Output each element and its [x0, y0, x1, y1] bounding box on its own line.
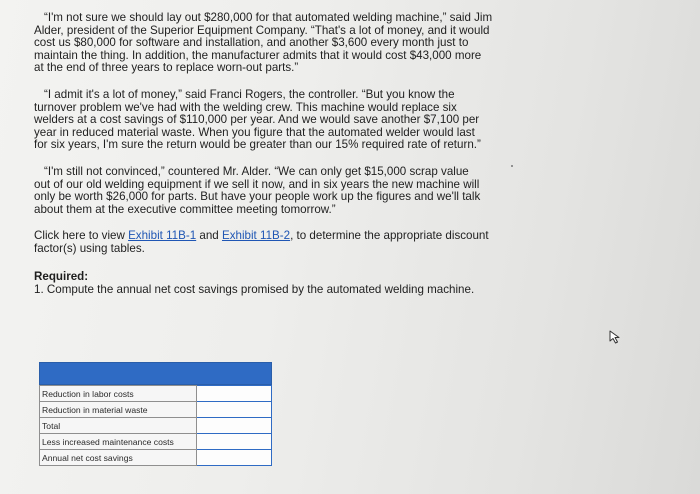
- paragraph-3: [34, 166, 512, 216]
- stray-dot: [511, 165, 513, 167]
- required-heading: Required:: [34, 269, 89, 283]
- material-waste-input-cell[interactable]: [196, 402, 271, 418]
- total-input[interactable]: [199, 421, 269, 431]
- answer-table-header: [39, 362, 272, 385]
- total-input-cell[interactable]: [196, 418, 271, 434]
- table-row: [40, 402, 272, 418]
- table-row: [40, 418, 272, 434]
- labor-costs-input[interactable]: [199, 389, 269, 399]
- required-item-1: 1. Compute the annual net cost savings promised by the automated welding machine.: [34, 282, 475, 296]
- paragraph-2-line: turnover problem we've had with the welding crew. This machine would replace six: [34, 100, 457, 114]
- row-label-labor: Reduction in labor costs: [40, 386, 197, 402]
- mouse-pointer-icon: [609, 330, 625, 344]
- maintenance-costs-input[interactable]: [199, 437, 269, 447]
- maintenance-costs-input-cell[interactable]: [196, 434, 271, 450]
- instructions-middle: and: [196, 229, 222, 243]
- paragraph-1-line: maintain the thing. In addition, the manufacturer admits that it would cost $43,000 more: [34, 48, 482, 62]
- paragraph-1-line: cost us $80,000 for software and installation, and another $3,600 every month just to: [34, 36, 469, 50]
- table-row: [40, 450, 272, 466]
- paragraph-2: [34, 89, 512, 152]
- paragraph-3-line: out of our old welding equipment if we sell it now, and in six years the new machine will: [34, 177, 480, 191]
- paragraph-2-line: year in reduced material waste. When you figure that the automated welder would last: [34, 125, 475, 139]
- paragraph-3-line: “I'm still not convinced,” countered Mr. Alder. “We can only get $15,000 scrap value: [44, 164, 469, 178]
- row-label-total: Total: [40, 418, 197, 434]
- material-waste-input[interactable]: [199, 405, 269, 415]
- net-savings-input-cell[interactable]: [196, 450, 271, 466]
- paragraph-1-line: Alder, president of the Superior Equipment Company. “That's a lot of money, and it would: [34, 23, 490, 37]
- instructions-suffix: , to determine the appropriate discount: [290, 229, 489, 243]
- paragraph-3-line: about them at the executive committee meeting tomorrow.”: [34, 202, 336, 216]
- exhibit-11b-2-link[interactable]: Exhibit 11B-2: [221, 229, 291, 243]
- answer-table: [39, 362, 272, 466]
- table-row: [40, 386, 272, 402]
- paragraph-1-line: “I'm not sure we should lay out $280,000 for that automated welding machine,” said Jim: [44, 11, 493, 24]
- labor-costs-input-cell[interactable]: [196, 386, 271, 402]
- row-label-net-savings: Annual net cost savings: [40, 450, 197, 466]
- net-savings-input[interactable]: [199, 453, 269, 463]
- paragraph-1-line: at the end of three years to replace worn-out parts.”: [34, 61, 299, 75]
- paragraph-1: [34, 12, 512, 75]
- problem-content: [34, 4, 512, 296]
- paragraph-3-line: only be worth $26,000 for parts. But have your people work up the figures and we'll talk: [34, 190, 481, 204]
- row-label-maintenance: Less increased maintenance costs: [40, 434, 197, 450]
- row-label-material: Reduction in material waste: [40, 402, 197, 418]
- paragraph-2-line: “I admit it's a lot of money,” said Franci Rogers, the controller. “But you know the: [44, 87, 455, 101]
- table-row: [40, 434, 272, 450]
- exhibit-11b-1-link[interactable]: Exhibit 11B-1: [128, 229, 197, 243]
- instructions-prefix: Click here to view: [34, 229, 129, 243]
- answer-table-body: [39, 385, 272, 466]
- instructions: [34, 230, 512, 255]
- paragraph-2-line: for six years, I'm sure the return would be greater than our 15% required rate of return.”: [34, 138, 481, 152]
- paragraph-2-line: welders at a cost savings of $110,000 per year. And we would save another $7,100 per: [34, 113, 480, 127]
- instructions-line-2: factor(s) using tables.: [34, 241, 145, 255]
